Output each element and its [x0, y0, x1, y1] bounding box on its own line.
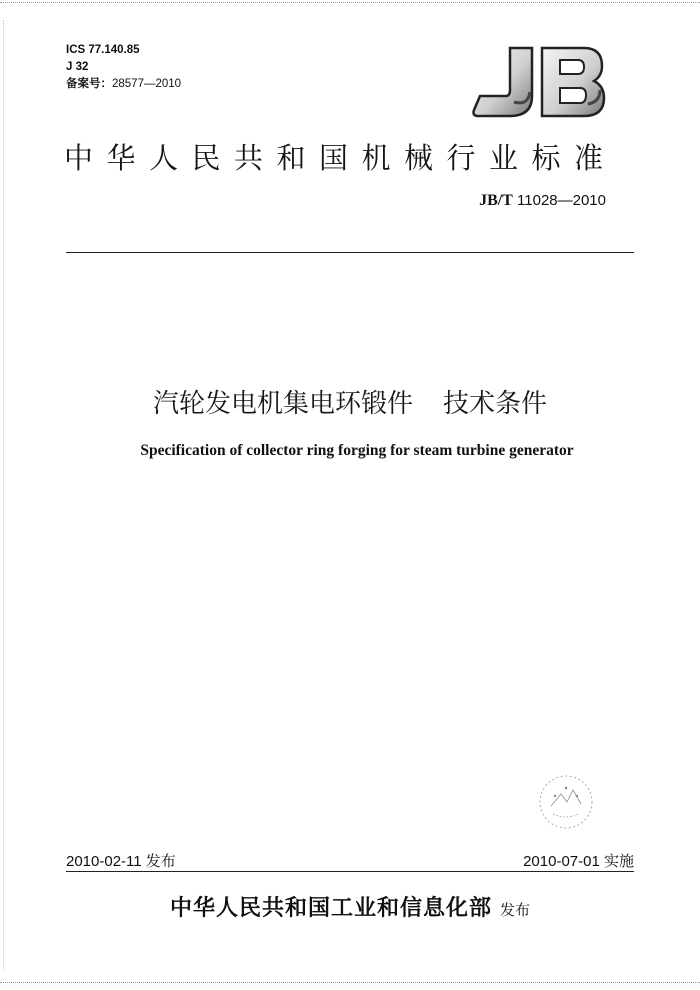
issue-date-label: 发布 — [141, 853, 176, 870]
header-divider — [66, 252, 634, 253]
scan-edge-bottom — [0, 982, 700, 983]
classification-code: J 32 — [66, 61, 89, 73]
document-title-cn — [0, 383, 700, 420]
document-title-cn-sub: 技术条件 — [443, 389, 548, 419]
implementation-date-value: 2010-07-01 — [523, 853, 600, 870]
standard-number — [479, 192, 606, 210]
standard-metadata — [66, 42, 181, 93]
jb-logo-letter-b — [542, 48, 604, 116]
jb-logo-letter-j — [474, 48, 533, 116]
scan-edge-top — [0, 2, 700, 3]
issue-date-value: 2010-02-11 — [66, 853, 142, 870]
publisher-name: 中华人民共和国工业和信息化部 — [169, 896, 492, 921]
standard-number-value: 11028—2010 — [512, 192, 606, 209]
ics-code: ICS 77.140.85 — [66, 44, 140, 56]
standard-category-title: 中华人民共和国机械行业标准 — [64, 141, 617, 175]
document-title-en: Specification of collector ring forging for steam turbine generator — [140, 442, 574, 459]
publisher-action: 发布 — [500, 901, 531, 919]
record-number: 28577—2010 — [112, 78, 182, 90]
footer-divider — [66, 871, 634, 872]
record-number-line — [66, 76, 181, 93]
scan-edge-left — [3, 20, 4, 970]
standard-number-prefix: JB/T — [479, 192, 513, 209]
document-title-cn-main: 汽轮发电机集电环锻件 — [152, 389, 413, 419]
record-label: 备案号： — [66, 78, 112, 90]
jb-logo — [470, 44, 610, 120]
official-seal-stamp — [533, 772, 599, 832]
issue-date — [66, 850, 176, 871]
publisher-line — [0, 891, 700, 922]
implementation-date-label: 实施 — [599, 853, 634, 870]
implementation-date — [523, 850, 634, 871]
